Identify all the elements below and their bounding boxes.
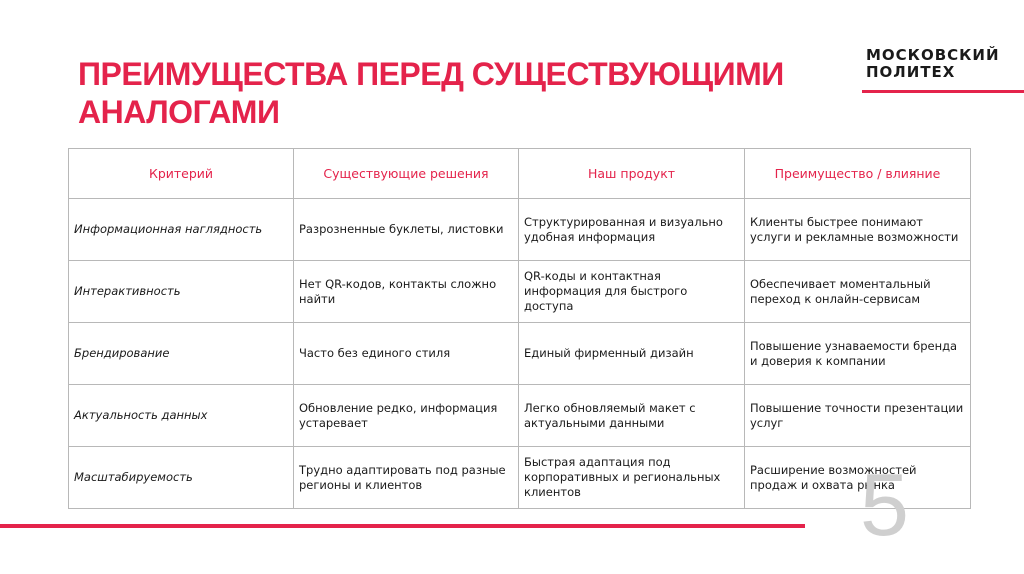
table-row — [69, 199, 971, 261]
criterion-cell: Масштабируемость — [69, 447, 294, 509]
table-header-row — [69, 149, 971, 199]
table-cell: Часто без единого стиля — [294, 323, 519, 385]
table-cell: Клиенты быстрее понимают услуги и рекламные возможности — [745, 199, 971, 261]
title-line-2: АНАЛОГАМИ — [78, 94, 280, 130]
logo-line-2: ПОЛИТЕХ — [866, 63, 956, 81]
logo-line-1: МОСКОВСКИЙ — [866, 46, 1000, 64]
table-cell: Единый фирменный дизайн — [519, 323, 745, 385]
slide-title — [78, 55, 784, 131]
table-row — [69, 261, 971, 323]
table-cell: Быстрая адаптация под корпоративных и региональных клиентов — [519, 447, 745, 509]
comparison-table — [68, 148, 971, 509]
table-row — [69, 447, 971, 509]
header-cell: Существующие решения — [294, 149, 519, 199]
table-cell: Нет QR-кодов, контакты сложно найти — [294, 261, 519, 323]
header-cell: Преимущество / влияние — [745, 149, 971, 199]
title-line-1: ПРЕИМУЩЕСТВА ПЕРЕД СУЩЕСТВУЮЩИМИ — [78, 56, 784, 92]
criterion-cell: Брендирование — [69, 323, 294, 385]
table-cell: Разрозненные буклеты, листовки — [294, 199, 519, 261]
table-cell: Обновление редко, информация устаревает — [294, 385, 519, 447]
header-cell: Наш продукт — [519, 149, 745, 199]
logo-underline — [862, 90, 1024, 93]
logo — [866, 47, 1000, 81]
table-cell: Обеспечивает моментальный переход к онлайн-сервисам — [745, 261, 971, 323]
criterion-cell: Интерактивность — [69, 261, 294, 323]
table-cell: Расширение возможностей продаж и охвата рынка — [745, 447, 971, 509]
table-cell: Повышение точности презентации услуг — [745, 385, 971, 447]
table-row — [69, 385, 971, 447]
page-number: 5 — [860, 455, 909, 554]
table-cell: QR-коды и контактная информация для быстрого доступа — [519, 261, 745, 323]
table-cell: Трудно адаптировать под разные регионы и клиентов — [294, 447, 519, 509]
bottom-accent-line — [0, 524, 805, 528]
criterion-cell: Информационная наглядность — [69, 199, 294, 261]
criterion-cell: Актуальность данных — [69, 385, 294, 447]
table-cell: Легко обновляемый макет с актуальными данными — [519, 385, 745, 447]
table-row — [69, 323, 971, 385]
table-cell: Структурированная и визуально удобная информация — [519, 199, 745, 261]
header-cell: Критерий — [69, 149, 294, 199]
table-cell: Повышение узнаваемости бренда и доверия к компании — [745, 323, 971, 385]
